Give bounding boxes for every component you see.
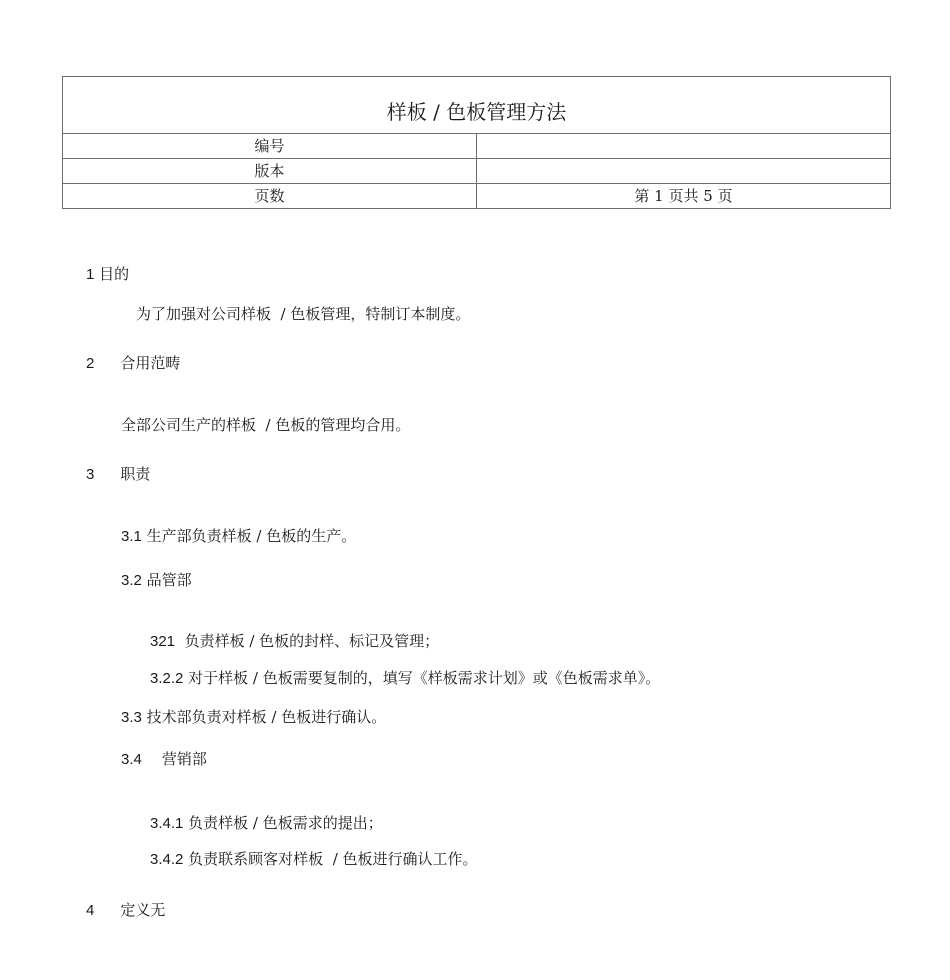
section-3-2 [121,570,192,591]
section-3-3 [121,707,386,728]
section-title: 定义无 [120,901,166,919]
section-3-2-1 [150,631,439,652]
section-3-4 [121,749,207,770]
item-number: 3.2.2 [150,670,184,687]
item-text: 负责联系顾客对样板 / 色板进行确认工作。 [188,850,478,868]
item-text: 生产部负责样板 / 色板的生产。 [146,527,357,545]
item-text: 负责样板 / 色板需求的提出； [188,814,383,832]
header-row-version [63,159,891,184]
section-number: 4 [86,902,95,919]
section-number: 2 [86,355,95,372]
header-label-version: 版本 [63,159,477,184]
item-text: 技术部负责对样板 / 色板进行确认。 [146,708,387,726]
section-1-text: 为了加强对公司样板 / 色板管理，特制订本制度。 [136,305,471,323]
item-number: 3.4.2 [150,851,184,868]
item-number: 321 [150,633,176,650]
header-row-pages [63,184,891,209]
section-1-heading [86,264,129,285]
header-label-pages: 页数 [63,184,477,209]
header-label-number: 编号 [63,134,477,159]
item-number: 3.2 [121,572,142,589]
item-text: 营销部 [161,750,207,768]
item-number: 3.1 [121,528,142,545]
section-3-1 [121,526,356,547]
section-number: 3 [86,466,95,483]
item-text: 对于样板 / 色板需要复制的，填写《样板需求计划》或《色板需求单》。 [188,669,661,687]
item-number: 3.4.1 [150,815,184,832]
document-title: 样板 / 色板管理方法 [63,77,891,134]
section-4-heading [86,900,165,921]
section-3-4-2 [150,849,478,870]
section-number: 1 [86,266,95,283]
section-title: 职责 [120,465,151,483]
header-row-number [63,134,891,159]
section-2-text: 全部公司生产的样板 / 色板的管理均合用。 [121,416,411,434]
section-title: 合用范畴 [120,354,181,372]
document-header-table [62,76,891,209]
item-text: 负责样板 / 色板的封样、标记及管理； [184,632,440,650]
section-3-4-1 [150,813,383,834]
item-number: 3.4 [121,751,142,768]
header-value-number [477,134,891,159]
header-value-version [477,159,891,184]
section-3-2-2 [150,668,660,689]
item-number: 3.3 [121,709,142,726]
section-3-heading [86,464,150,485]
section-title: 目的 [99,265,130,283]
section-2-heading [86,353,180,374]
header-value-pages: 第 1 页共 5 页 [477,184,891,209]
item-text: 品管部 [146,571,192,589]
